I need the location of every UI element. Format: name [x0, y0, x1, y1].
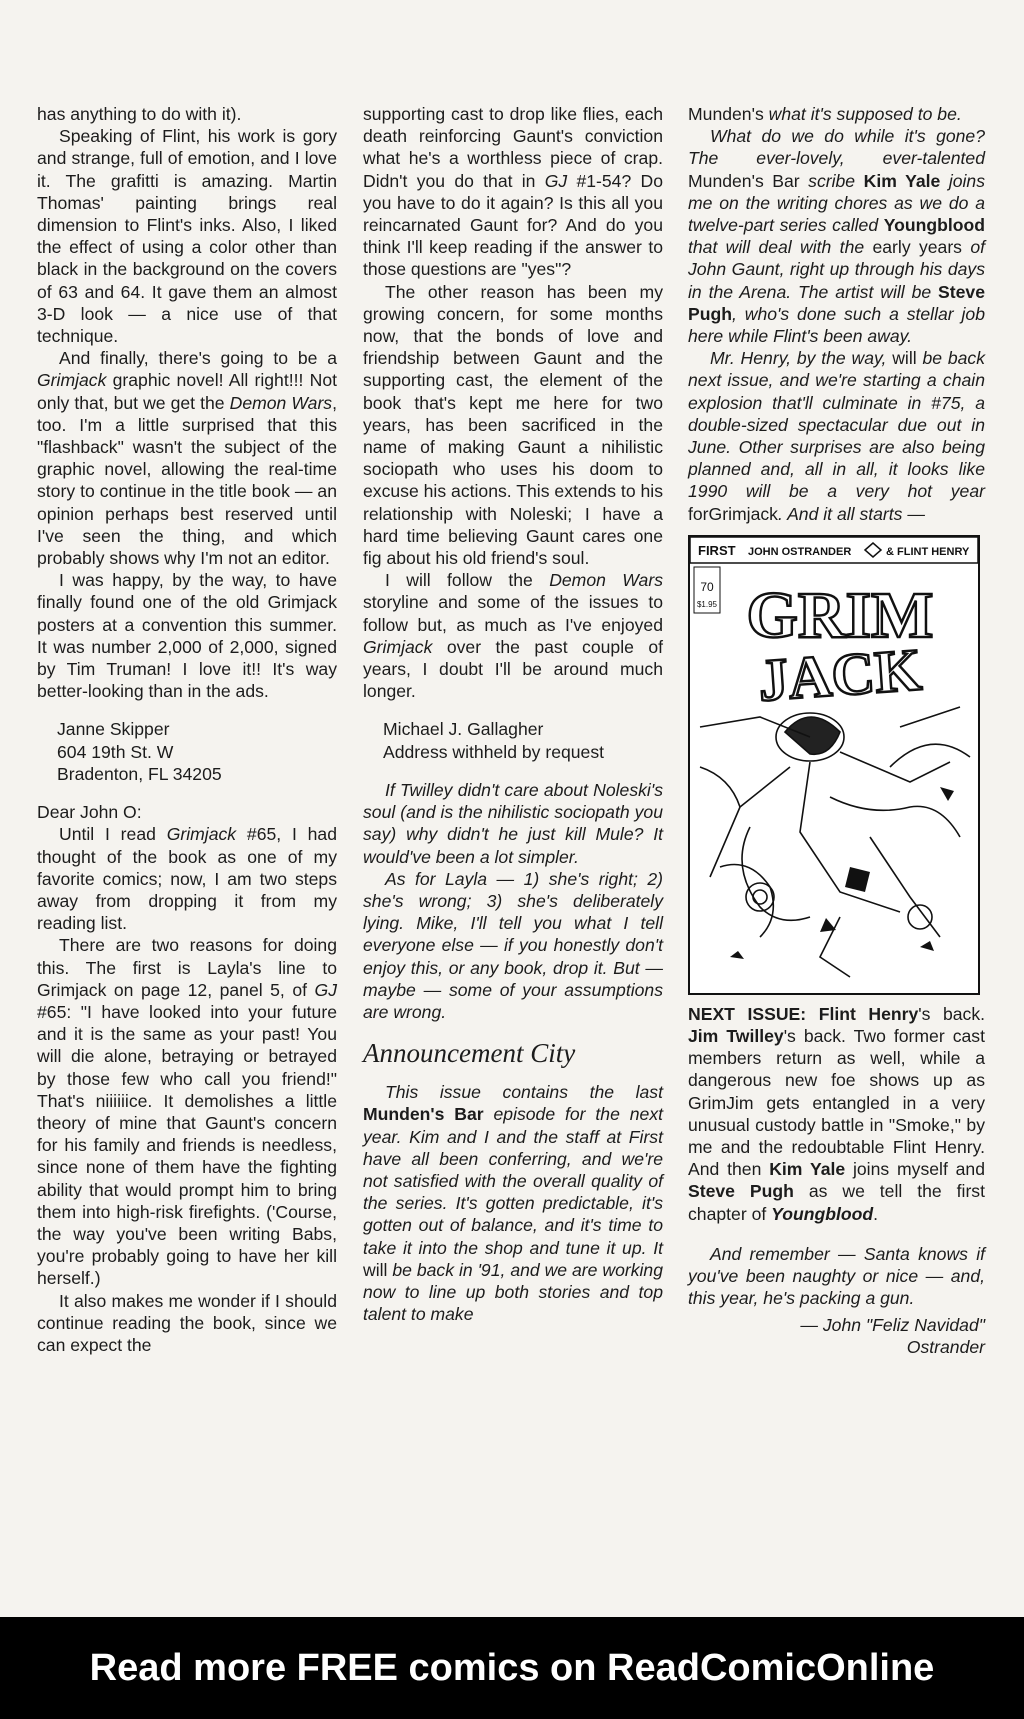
next-issue-label: NEXT ISSUE: [688, 1003, 807, 1024]
title-ref: GJ [314, 979, 337, 1000]
promo-banner-text: Read more FREE comics on ReadComicOnline [89, 1646, 935, 1689]
title-ref: Demon Wars [229, 392, 333, 413]
paragraph: Munden's what it's supposed to be. [688, 104, 962, 124]
column-3 [688, 103, 985, 1358]
cover-illustration [688, 535, 980, 995]
paragraph: Speaking of Flint, his work is gory and strange, full of emotion, and I love it. The grafitti is amazing. Martin Thomas' painting brings real dimension to Flint's inks. Also, I liked the effect of using a color other than black in the background on the covers of 63 and 64. It gave them an almost 3-D look — a nice use of that technique. [37, 126, 337, 347]
editor-signature: — John "Feliz Navidad" Ostrander [800, 1314, 985, 1357]
cover-title-bottom: JACK [756, 636, 924, 714]
title-ref: GJ [544, 170, 568, 191]
signature-name: Janne Skipper [57, 719, 170, 740]
editor-reply: As for Layla — 1) she's right; 2) she's wrong; 3) she's deliberately lying. Mike, I'll tell you what I tell everyone else — if you honestly don't enjoy this, or any book, drop it. But — maybe — some of your assumptions are wrong. [363, 868, 663, 1022]
paragraph: Until I read Grimjack #65, I had thought of the book as one of my favorite comics; now, I am two steps away from dropping it from my reading list. [37, 824, 337, 934]
letter-signature [363, 718, 663, 762]
paragraph: And finally, there's going to be a Grimjack graphic novel! All right!!! Not only that, but we get the Demon Wars, too. I'm a little surprised that this "flashback" wasn't the subject of the graphic novel, allowing the real-time story to continue in the title book — an opinion perhaps best reserved until I've seen the thing, and which probably shows why I'm not an editor. [37, 348, 337, 569]
cover-price: $1.95 [696, 599, 718, 609]
title-ref: Grimjack [166, 824, 237, 845]
promo-banner [0, 1617, 1024, 1719]
signature-address: Bradenton, FL 34205 [57, 763, 222, 784]
title-ref: Grimjack [363, 636, 433, 657]
cover-art-icon [690, 537, 978, 993]
paragraph: I will follow the Demon Wars storyline and some of the issues to follow but, as much as I've enjoyed Grimjack over the past couple of years, I doubt I'll be around much longer. [363, 570, 663, 702]
paragraph: supporting cast to drop like flies, each death reinforcing Gaunt's conviction what he's a worthless piece of crap. Didn't you do that in GJ #1-54? Do you have to do it again? Is this all you reincarnated Gaunt for? And do you think I'll keep reading if the answer to those questions are "yes"? [363, 104, 663, 280]
signature-name: Michael J. Gallagher [383, 719, 544, 740]
letter-signature [37, 718, 337, 785]
cover-issue-number: 70 [700, 579, 714, 594]
salutation: Dear John O: [37, 802, 142, 823]
paragraph: I was happy, by the way, to have finally found one of the old Grimjack posters at a convention this summer. It was number 2,000 of 2,000, signed by Tim Truman! I love it!! It's way better-looking than in the ads. [37, 570, 337, 702]
cover-title-top: GRIM [746, 578, 934, 652]
signature-address: Address withheld by request [383, 741, 605, 762]
cover-publisher: FIRST [698, 542, 736, 558]
paragraph: What do we do while it's gone? The ever-lovely, ever-talented Munden's Bar scribe Kim Yale joins me on the writing chores as we do a twelve-part series called Youngblood that will deal with the early years of John Gaunt, right up through his days in the Arena. The artist will be Steve Pugh, who's done such a stellar job here while Flint's been away. [688, 126, 986, 347]
paragraph: The other reason has been my growing concern, for some months now, that the bonds of love and friendship between Gaunt and the supporting cast, the element of the book that's kept me here for two years, has been sacrificed in the name of making Gaunt a nihilistic sociopath who uses his doom to excuse his actions. This extends to his relationship with Noleski; I have a hard time believing Gaunt cares one fig about his old friend's soul. [363, 281, 663, 569]
cover-credit-left: JOHN OSTRANDER [748, 545, 852, 558]
paragraph: There are two reasons for doing this. The first is Layla's line to Grimjack on page 12, panel 5, of GJ #65: "I have looked into your future and it is the same as your past! You will die alone, betraying or betrayed by those few who call you friend!" That's niiiiiice. It demolishes a little theory of mine that Gaunt's concern for his family and friends is needless, since none of them have the fighting ability that would prompt him to bring them into high-risk firefights. ('Course, the way you've been writing Babs, you're probably going to have her kill herself.) [37, 935, 337, 1289]
editor-reply: If Twilley didn't care about Noleski's soul (and is the nihilistic sociopath you say) why didn't he just kill Mule? It would've been a lot simpler. [363, 779, 663, 867]
cover-credit-right: & FLINT HENRY [886, 545, 970, 558]
column-2 [363, 103, 663, 1325]
paragraph: It also makes me wonder if I should continue reading the book, since we can expect the [37, 1290, 337, 1355]
announcement-paragraph: This issue contains the last Munden's Bar episode for the next year. Kim and I and the staff at First have all been conferring, and we're not satisfied with the overall quality of the series. It's gotten predictable, it's gotten out of balance, and it's time to take it into the shop and tune it up. It will be back in '91, and we are working now to line up both stories and top talent to make [363, 1082, 664, 1325]
column-1 [37, 103, 337, 1356]
title-ref: Demon Wars [549, 570, 663, 591]
paragraph: Mr. Henry, by the way, will be back next issue, and we're starting a chain explosion that'll culminate in #75, a double-sized spectacular due out in June. Other surprises are also being planned and, all in all, it looks like 1990 will be a very hot year forGrimjack. And it all starts — [688, 348, 985, 524]
signature-address: 604 19th St. W [57, 741, 174, 762]
closing-remark: And remember — Santa knows if you've been naughty or nice — and, this year, he's packing a gun. [688, 1243, 985, 1309]
paragraph: has anything to do with it). [37, 104, 242, 124]
next-issue-blurb: NEXT ISSUE: Flint Henry's back. Jim Twilley's back. Two former cast members return as well, while a dangerous new foe shows up as GrimJim gets entangled in a very unusual custody battle in "Smoke," by me and the redoubtable Flint Henry. And then Kim Yale joins myself and Steve Pugh as we tell the first chapter of Youngblood. [688, 1003, 986, 1224]
title-ref: Grimjack [37, 370, 107, 391]
section-heading: Announcement City [363, 1038, 576, 1069]
